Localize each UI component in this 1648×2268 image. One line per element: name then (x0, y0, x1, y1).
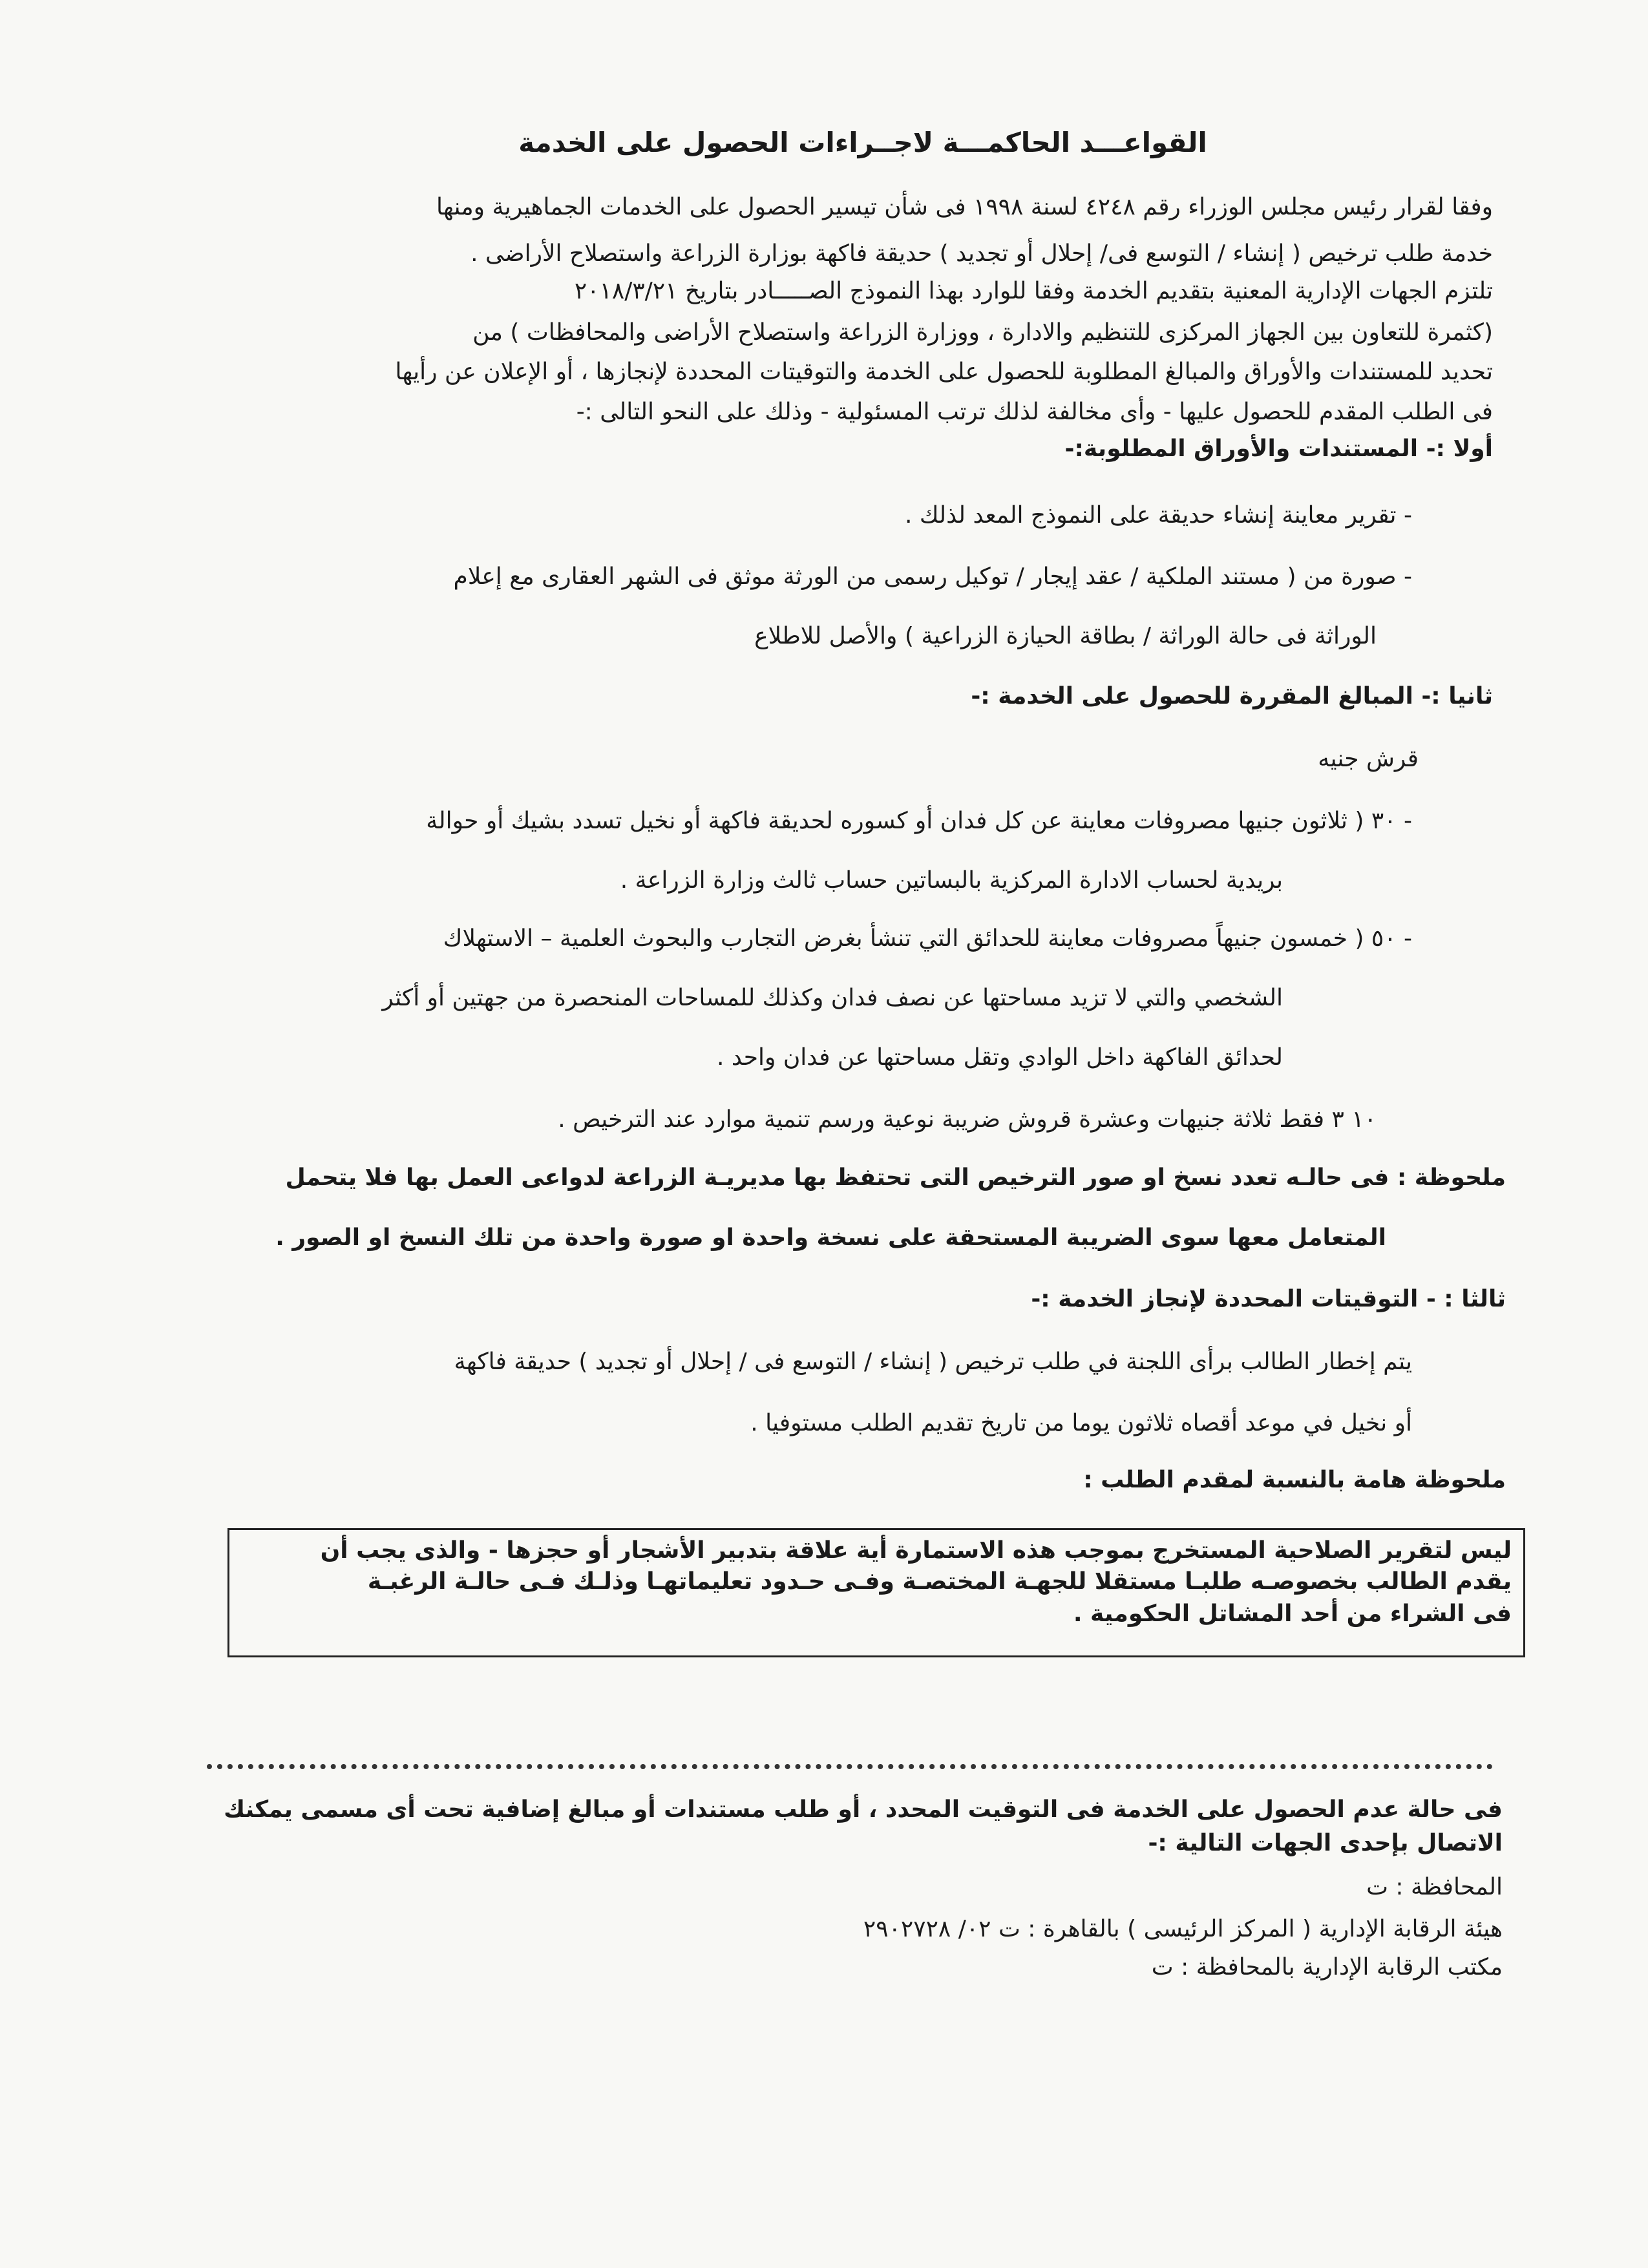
fees-item-continuation: بريدية لحساب الادارة المركزية بالبساتين حساب ثالث وزارة الزراعة . (620, 867, 1283, 894)
intro-line: فى الطلب المقدم للحصول عليها - وأى مخالفة لذلك ترتب المسئولية - وذلك على النحو التالى :- (576, 399, 1493, 425)
section-heading-fees: ثانيا :- المبالغ المقررة للحصول على الخدمة :- (971, 683, 1493, 709)
documents-item: - صورة من ( مستند الملكية / عقد إيجار / توكيل رسمى من الورثة موثق فى الشهر العقارى مع إعلام (453, 563, 1412, 590)
section-heading-timing: ثالثا : - التوقيتات المحددة لإنجاز الخدمة :- (1031, 1286, 1506, 1312)
documents-item: - تقرير معاينة إنشاء حديقة على النموذج المعد لذلك . (904, 502, 1412, 529)
note-tax-copies: ملحوظة : فى حالـه تعدد نسخ او صور الترخيص التى تحتفظ بها مديريـة الزراعة لدواعى العمل بها فلا يتحمل (285, 1164, 1506, 1191)
fees-item: - ٣٠ ( ثلاثون جنيها مصروفات معاينة عن كل فدان أو كسوره لحديقة فاكهة أو نخيل تسدد بشيك أو حوالة (426, 808, 1412, 834)
notice-line: يقدم الطالب بخصوصـه طلبـا مستقلا للجهـة المختصـة وفـى حـدود تعليماتهـا وذلـك فـى حالـة الرغبـة (367, 1568, 1512, 1595)
documents-item-continuation: الوراثة فى حالة الوراثة / بطاقة الحيازة الزراعية ) والأصل للاطلاع (754, 623, 1377, 649)
fees-item-continuation: الشخصي والتي لا تزيد مساحتها عن نصف فدان وكذلك للمساحات المنحصرة من جهتين أو أكثر (382, 985, 1283, 1011)
intro-line: تلتزم الجهات الإدارية المعنية بتقديم الخدمة وفقا للوارد بهذا النموذج الصـــــادر بتاريخ ٢٠١٨/٣/٢١ (574, 278, 1493, 304)
section-heading-documents: أولا :- المستندات والأوراق المطلوبة:- (1064, 436, 1493, 462)
notice-box (227, 1528, 1525, 1657)
fees-item: ١٠ ٣ فقط ثلاثة جنيهات وعشرة قروش ضريبة نوعية ورسم تنمية موارد عند الترخيص . (558, 1106, 1377, 1133)
contact-aca-headquarters: هيئة الرقابة الإدارية ( المركز الرئيسى ) بالقاهرة : ت ٠٢/ ٢٩٠٢٧٢٨ (863, 1916, 1503, 1942)
notice-line: فى الشراء من أحد المشاتل الحكومية . (1073, 1601, 1512, 1627)
intro-line: (كثمرة للتعاون بين الجهاز المركزى للتنظيم والادارة ، ووزارة الزراعة واستصلاح الأراضى والمحافظات ) من (472, 319, 1493, 346)
contact-governorate: المحافظة : ت (1366, 1874, 1503, 1900)
separator-dotted-line (207, 1764, 1493, 1769)
contact-aca-governorate-office: مكتب الرقابة الإدارية بالمحافظة : ت (1151, 1954, 1503, 1980)
timing-item: يتم إخطار الطالب برأى اللجنة في طلب ترخيص ( إنشاء / التوسع فى / إحلال أو تجديد ) حديقة فاكهة (454, 1349, 1412, 1375)
timing-item: أو نخيل في موعد أقصاه ثلاثون يوما من تاريخ تقديم الطلب مستوفيا . (750, 1410, 1412, 1436)
intro-line: تحديد للمستندات والأوراق والمبالغ المطلوبة للحصول على الخدمة والتوقيتات المحددة لإنجازها ، أو الإعلان عن رأيها (395, 359, 1493, 385)
complaint-line: الاتصال بإحدى الجهات التالية :- (1148, 1830, 1503, 1856)
notice-line: ليس لتقرير الصلاحية المستخرج بموجب هذه الاستمارة أية علاقة بتدبير الأشجار أو حجزها - والذى يجب أن (320, 1537, 1512, 1564)
currency-header: قرش جنيه (1318, 746, 1419, 772)
complaint-line: فى حالة عدم الحصول على الخدمة فى التوقيت المحدد ، أو طلب مستندات أو مبالغ إضافية تحت أى مسمى يمكنك (224, 1796, 1503, 1823)
intro-line: خدمة طلب ترخيص ( إنشاء / التوسع فى/ إحلال أو تجديد ) حديقة فاكهة بوزارة الزراعة واستصلاح الأراضى . (470, 240, 1493, 267)
document-title: القواعـــد الحاكمـــة لاجــراءات الحصول على الخدمة (518, 127, 1207, 158)
fees-item: - ٥٠ ( خمسون جنيهاً مصروفات معاينة للحدائق التي تنشأ بغرض التجارب والبحوث العلمية – الاستهلاك (443, 925, 1412, 952)
intro-line: وفقا لقرار رئيس مجلس الوزراء رقم ٤٢٤٨ لسنة ١٩٩٨ فى شأن تيسير الحصول على الخدمات الجماهيرية ومنها (436, 194, 1493, 220)
fees-item-continuation: لحدائق الفاكهة داخل الوادي وتقل مساحتها عن فدان واحد . (717, 1044, 1283, 1071)
note-tax-copies: المتعامل معها سوى الضريبة المستحقة على نسخة واحدة او صورة واحدة من تلك النسخ او الصور . (275, 1224, 1386, 1251)
important-note-heading: ملحوظة هامة بالنسبة لمقدم الطلب : (1083, 1467, 1506, 1493)
